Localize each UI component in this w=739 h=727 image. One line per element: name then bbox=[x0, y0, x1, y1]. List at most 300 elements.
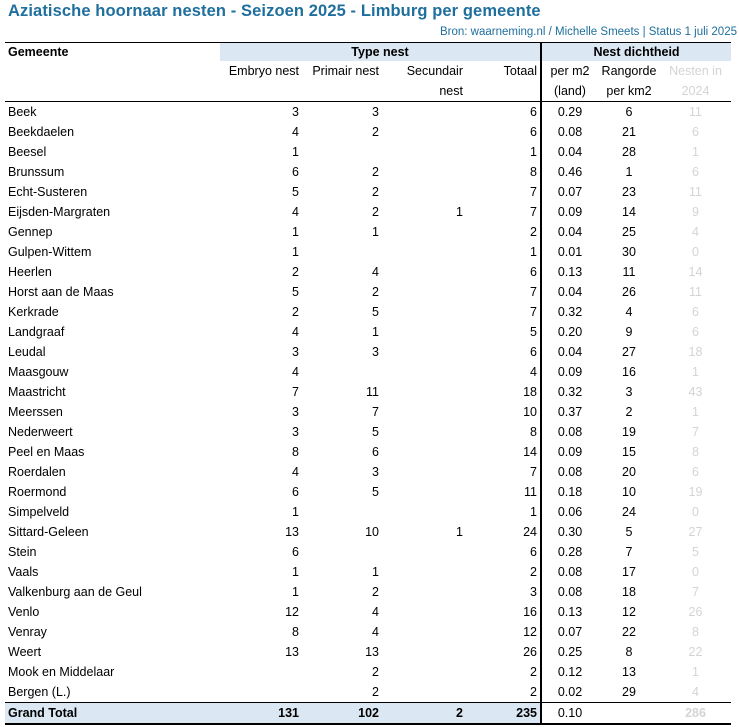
cell-primair: 1 bbox=[372, 325, 379, 339]
cell-nesten-2024: 7 bbox=[692, 425, 699, 439]
cell-embryo: 1 bbox=[292, 585, 299, 599]
cell-rangorde: 4 bbox=[625, 305, 633, 319]
cell-gemeente: Bergen (L.) bbox=[8, 685, 71, 699]
cell-per-m2: 0.07 bbox=[541, 622, 598, 642]
cell-gemeente: Meerssen bbox=[8, 405, 63, 419]
cell-per-m2: 0.02 bbox=[541, 682, 598, 703]
cell-secundair bbox=[382, 482, 466, 502]
cell-rangorde: 1 bbox=[625, 165, 633, 179]
cell-nesten-2024: 4 bbox=[692, 225, 699, 239]
cell-embryo: 4 bbox=[292, 365, 299, 379]
cell-secundair bbox=[382, 622, 466, 642]
table-row bbox=[5, 542, 731, 562]
cell-totaal: 6 bbox=[466, 122, 541, 142]
header-gemeente: Gemeente bbox=[5, 43, 220, 62]
header-secundair-2: nest bbox=[382, 81, 466, 102]
cell-secundair bbox=[382, 282, 466, 302]
cell-embryo: 4 bbox=[292, 125, 299, 139]
cell-rangorde: 10 bbox=[622, 485, 636, 499]
cell-per-m2: 0.01 bbox=[541, 242, 598, 262]
cell-secundair bbox=[382, 182, 466, 202]
cell-per-m2: 0.37 bbox=[541, 402, 598, 422]
cell-totaal: 7 bbox=[466, 462, 541, 482]
cell-totaal: 7 bbox=[466, 282, 541, 302]
cell-primair: 2 bbox=[372, 685, 379, 699]
cell-primair bbox=[302, 542, 382, 562]
cell-embryo: 13 bbox=[285, 645, 299, 659]
cell-gemeente: Stein bbox=[8, 545, 37, 559]
cell-totaal: 16 bbox=[466, 602, 541, 622]
cell-gemeente: Brunssum bbox=[8, 165, 65, 179]
cell-primair: 5 bbox=[372, 485, 379, 499]
header-embryo: Embryo nest bbox=[228, 64, 299, 78]
cell-embryo: 3 bbox=[292, 425, 299, 439]
table-row bbox=[5, 382, 731, 402]
cell-totaal: 1 bbox=[466, 142, 541, 162]
cell-rangorde: 6 bbox=[625, 105, 633, 119]
cell-totaal: 5 bbox=[466, 322, 541, 342]
cell-rangorde: 17 bbox=[622, 565, 636, 579]
cell-secundair bbox=[382, 662, 466, 682]
table-row bbox=[5, 242, 731, 262]
table-row bbox=[5, 122, 731, 142]
cell-rangorde: 13 bbox=[622, 665, 636, 679]
total-rangorde bbox=[598, 703, 660, 725]
cell-primair: 2 bbox=[372, 165, 379, 179]
cell-totaal: 7 bbox=[466, 202, 541, 222]
total-primair: 102 bbox=[302, 703, 382, 725]
cell-primair bbox=[302, 502, 382, 522]
cell-rangorde: 21 bbox=[622, 125, 636, 139]
cell-nesten-2024: 9 bbox=[692, 205, 699, 219]
table-row bbox=[5, 642, 731, 662]
cell-gemeente: Peel en Maas bbox=[8, 445, 85, 459]
cell-secundair: 1 bbox=[456, 205, 463, 219]
cell-embryo: 1 bbox=[292, 225, 299, 239]
header-2024: 2024 bbox=[660, 81, 731, 102]
cell-rangorde: 23 bbox=[622, 185, 636, 199]
cell-secundair bbox=[382, 462, 466, 482]
header-nest-dichtheid: Nest dichtheid bbox=[541, 43, 731, 62]
cell-per-m2: 0.18 bbox=[541, 482, 598, 502]
cell-gemeente: Gennep bbox=[8, 225, 53, 239]
cell-nesten-2024: 1 bbox=[692, 405, 699, 419]
cell-nesten-2024: 6 bbox=[692, 325, 699, 339]
cell-primair bbox=[302, 362, 382, 382]
cell-gemeente: Valkenburg aan de Geul bbox=[8, 585, 142, 599]
cell-secundair bbox=[382, 502, 466, 522]
cell-primair: 1 bbox=[372, 565, 379, 579]
cell-totaal: 12 bbox=[466, 622, 541, 642]
cell-nesten-2024: 26 bbox=[688, 605, 703, 619]
cell-embryo bbox=[220, 662, 302, 682]
cell-gemeente: Beekdaelen bbox=[8, 125, 75, 139]
cell-per-m2: 0.07 bbox=[541, 182, 598, 202]
header-secundair: Secundair bbox=[406, 64, 463, 78]
cell-gemeente: Maastricht bbox=[8, 385, 66, 399]
cell-totaal: 6 bbox=[466, 342, 541, 362]
cell-rangorde: 11 bbox=[622, 265, 636, 279]
cell-rangorde: 27 bbox=[622, 345, 636, 359]
cell-primair: 3 bbox=[372, 465, 379, 479]
cell-primair bbox=[302, 142, 382, 162]
cell-secundair bbox=[382, 602, 466, 622]
cell-primair bbox=[302, 242, 382, 262]
table-row bbox=[5, 602, 731, 622]
cell-rangorde: 29 bbox=[622, 685, 636, 699]
cell-totaal: 3 bbox=[466, 582, 541, 602]
cell-embryo: 4 bbox=[292, 205, 299, 219]
cell-gemeente: Echt-Susteren bbox=[8, 185, 88, 199]
cell-gemeente: Beesel bbox=[8, 145, 47, 159]
cell-nesten-2024: 6 bbox=[692, 305, 699, 319]
cell-per-m2: 0.13 bbox=[541, 602, 598, 622]
table-row bbox=[5, 102, 731, 123]
cell-totaal: 7 bbox=[466, 182, 541, 202]
cell-rangorde: 7 bbox=[625, 545, 633, 559]
table-row bbox=[5, 162, 731, 182]
group-header-row bbox=[5, 43, 731, 62]
cell-per-m2: 0.32 bbox=[541, 302, 598, 322]
cell-primair: 6 bbox=[372, 445, 379, 459]
cell-gemeente: Nederweert bbox=[8, 425, 73, 439]
cell-primair: 5 bbox=[372, 305, 379, 319]
cell-totaal: 2 bbox=[466, 662, 541, 682]
cell-totaal: 6 bbox=[466, 542, 541, 562]
cell-rangorde: 2 bbox=[625, 405, 633, 419]
cell-rangorde: 8 bbox=[625, 645, 633, 659]
cell-nesten-2024: 1 bbox=[692, 365, 699, 379]
cell-secundair bbox=[382, 322, 466, 342]
cell-per-m2: 0.13 bbox=[541, 262, 598, 282]
cell-nesten-2024: 5 bbox=[692, 545, 699, 559]
cell-secundair bbox=[382, 402, 466, 422]
cell-nesten-2024: 11 bbox=[689, 185, 702, 199]
table-row bbox=[5, 282, 731, 302]
cell-rangorde: 25 bbox=[622, 225, 636, 239]
cell-nesten-2024: 0 bbox=[692, 565, 699, 579]
cell-embryo: 3 bbox=[292, 345, 299, 359]
cell-totaal: 2 bbox=[466, 562, 541, 582]
cell-totaal: 11 bbox=[466, 482, 541, 502]
cell-secundair bbox=[382, 362, 466, 382]
cell-totaal: 10 bbox=[466, 402, 541, 422]
cell-embryo: 2 bbox=[292, 305, 299, 319]
cell-per-m2: 0.20 bbox=[541, 322, 598, 342]
cell-nesten-2024: 6 bbox=[692, 125, 699, 139]
cell-per-m2: 0.30 bbox=[541, 522, 598, 542]
cell-embryo: 6 bbox=[292, 485, 299, 499]
cell-totaal: 1 bbox=[466, 502, 541, 522]
cell-per-m2: 0.09 bbox=[541, 202, 598, 222]
cell-per-m2: 0.06 bbox=[541, 502, 598, 522]
cell-nesten-2024: 14 bbox=[688, 265, 703, 279]
table-row bbox=[5, 302, 731, 322]
cell-secundair bbox=[382, 262, 466, 282]
cell-nesten-2024: 0 bbox=[692, 245, 699, 259]
cell-rangorde: 20 bbox=[622, 465, 636, 479]
cell-secundair bbox=[382, 542, 466, 562]
cell-embryo: 8 bbox=[292, 625, 299, 639]
cell-embryo: 4 bbox=[292, 465, 299, 479]
cell-gemeente: Beek bbox=[8, 105, 37, 119]
cell-per-m2: 0.12 bbox=[541, 662, 598, 682]
cell-gemeente: Roermond bbox=[8, 485, 67, 499]
source-note: Bron: waarneming.nl / Michelle Smeets | Status 1 juli 2025 bbox=[439, 26, 737, 38]
cell-per-m2: 0.32 bbox=[541, 382, 598, 402]
table-row bbox=[5, 662, 731, 682]
cell-gemeente: Venray bbox=[8, 625, 47, 639]
cell-totaal: 4 bbox=[466, 362, 541, 382]
cell-embryo: 6 bbox=[292, 165, 299, 179]
total-secundair: 2 bbox=[382, 703, 466, 725]
table-row bbox=[5, 422, 731, 442]
table-row bbox=[5, 682, 731, 703]
cell-secundair bbox=[382, 142, 466, 162]
cell-nesten-2024: 8 bbox=[692, 445, 699, 459]
table-row bbox=[5, 322, 731, 342]
cell-nesten-2024: 18 bbox=[688, 345, 703, 359]
cell-primair: 2 bbox=[372, 285, 379, 299]
cell-gemeente: Landgraaf bbox=[8, 325, 65, 339]
cell-rangorde: 14 bbox=[622, 205, 636, 219]
cell-embryo: 1 bbox=[292, 505, 299, 519]
cell-embryo: 8 bbox=[292, 445, 299, 459]
cell-secundair bbox=[382, 642, 466, 662]
total-embryo: 131 bbox=[220, 703, 302, 725]
table-row bbox=[5, 182, 731, 202]
cell-rangorde: 9 bbox=[625, 325, 633, 339]
cell-gemeente: Roerdalen bbox=[8, 465, 66, 479]
cell-embryo: 1 bbox=[292, 245, 299, 259]
cell-embryo: 13 bbox=[285, 525, 299, 539]
column-header-row-2 bbox=[5, 81, 731, 102]
cell-embryo: 3 bbox=[292, 105, 299, 119]
cell-gemeente: Leudal bbox=[8, 345, 46, 359]
table-row bbox=[5, 502, 731, 522]
cell-secundair bbox=[382, 162, 466, 182]
header-primair: Primair nest bbox=[312, 64, 379, 78]
cell-rangorde: 28 bbox=[622, 145, 636, 159]
table-row bbox=[5, 522, 731, 542]
cell-secundair bbox=[382, 222, 466, 242]
cell-totaal: 6 bbox=[466, 102, 541, 123]
table-row bbox=[5, 342, 731, 362]
cell-embryo: 12 bbox=[285, 605, 299, 619]
cell-gemeente: Venlo bbox=[8, 605, 40, 619]
cell-secundair bbox=[382, 422, 466, 442]
cell-per-m2: 0.08 bbox=[541, 562, 598, 582]
cell-nesten-2024: 22 bbox=[688, 645, 703, 659]
total-nesten-2024: 286 bbox=[660, 703, 731, 725]
header-type-nest: Type nest bbox=[220, 43, 541, 62]
cell-totaal: 14 bbox=[466, 442, 541, 462]
table-row bbox=[5, 462, 731, 482]
cell-totaal: 8 bbox=[466, 162, 541, 182]
cell-rangorde: 15 bbox=[622, 445, 636, 459]
cell-nesten-2024: 4 bbox=[692, 685, 699, 699]
column-header-row-1 bbox=[5, 61, 731, 81]
total-label: Grand Total bbox=[5, 703, 220, 725]
cell-embryo: 5 bbox=[292, 185, 299, 199]
cell-primair: 2 bbox=[372, 185, 379, 199]
cell-totaal: 7 bbox=[466, 302, 541, 322]
cell-nesten-2024: 8 bbox=[692, 625, 699, 639]
cell-primair: 4 bbox=[372, 605, 379, 619]
table-row bbox=[5, 362, 731, 382]
cell-per-m2: 0.25 bbox=[541, 642, 598, 662]
cell-embryo: 4 bbox=[292, 325, 299, 339]
cell-primair: 2 bbox=[372, 125, 379, 139]
cell-per-m2: 0.04 bbox=[541, 222, 598, 242]
cell-primair: 2 bbox=[372, 665, 379, 679]
cell-totaal: 6 bbox=[466, 262, 541, 282]
header-per-m2-land: (land) bbox=[541, 81, 598, 102]
table-body bbox=[5, 102, 731, 703]
cell-primair: 11 bbox=[366, 385, 379, 399]
cell-primair: 3 bbox=[372, 345, 379, 359]
cell-embryo: 6 bbox=[292, 545, 299, 559]
cell-primair: 2 bbox=[372, 585, 379, 599]
cell-nesten-2024: 27 bbox=[688, 525, 703, 539]
cell-secundair: 1 bbox=[456, 525, 463, 539]
cell-secundair bbox=[382, 242, 466, 262]
cell-secundair bbox=[382, 382, 466, 402]
cell-per-m2: 0.29 bbox=[541, 102, 598, 123]
cell-nesten-2024: 6 bbox=[692, 165, 699, 179]
table-row bbox=[5, 222, 731, 242]
grand-total-row bbox=[5, 703, 731, 725]
cell-nesten-2024: 6 bbox=[692, 465, 699, 479]
table-row bbox=[5, 622, 731, 642]
table-row bbox=[5, 442, 731, 462]
cell-rangorde: 3 bbox=[625, 385, 633, 399]
cell-per-m2: 0.46 bbox=[541, 162, 598, 182]
cell-secundair bbox=[382, 682, 466, 703]
cell-totaal: 26 bbox=[466, 642, 541, 662]
cell-nesten-2024: 11 bbox=[689, 285, 702, 299]
cell-per-m2: 0.04 bbox=[541, 282, 598, 302]
header-rangorde: Rangorde bbox=[601, 64, 657, 78]
cell-rangorde: 19 bbox=[622, 425, 636, 439]
cell-gemeente: Simpelveld bbox=[8, 505, 70, 519]
cell-per-m2: 0.09 bbox=[541, 362, 598, 382]
cell-secundair bbox=[382, 102, 466, 123]
cell-totaal: 2 bbox=[466, 222, 541, 242]
cell-rangorde: 5 bbox=[625, 525, 633, 539]
cell-embryo: 5 bbox=[292, 285, 299, 299]
cell-primair: 4 bbox=[372, 265, 379, 279]
cell-per-m2: 0.04 bbox=[541, 142, 598, 162]
cell-rangorde: 22 bbox=[622, 625, 636, 639]
cell-secundair bbox=[382, 342, 466, 362]
header-per-m2: per m2 bbox=[541, 61, 598, 81]
cell-embryo: 7 bbox=[292, 385, 299, 399]
cell-gemeente: Weert bbox=[8, 645, 42, 659]
cell-primair: 3 bbox=[372, 105, 379, 119]
cell-nesten-2024: 19 bbox=[688, 485, 703, 499]
table-row bbox=[5, 262, 731, 282]
cell-gemeente: Mook en Middelaar bbox=[8, 665, 115, 679]
nest-table bbox=[5, 42, 731, 725]
cell-secundair bbox=[382, 302, 466, 322]
cell-totaal: 2 bbox=[466, 682, 541, 703]
cell-per-m2: 0.28 bbox=[541, 542, 598, 562]
cell-nesten-2024: 1 bbox=[692, 665, 699, 679]
cell-secundair bbox=[382, 582, 466, 602]
cell-embryo: 2 bbox=[292, 265, 299, 279]
cell-rangorde: 18 bbox=[622, 585, 636, 599]
table-row bbox=[5, 402, 731, 422]
cell-rangorde: 30 bbox=[622, 245, 636, 259]
header-nesten-2024: Nesten in bbox=[669, 64, 722, 78]
cell-primair: 7 bbox=[372, 405, 379, 419]
table-row bbox=[5, 582, 731, 602]
cell-primair: 13 bbox=[365, 645, 379, 659]
cell-totaal: 24 bbox=[466, 522, 541, 542]
table-row bbox=[5, 202, 731, 222]
cell-nesten-2024: 1 bbox=[692, 145, 699, 159]
cell-gemeente: Maasgouw bbox=[8, 365, 69, 379]
cell-primair: 1 bbox=[372, 225, 379, 239]
cell-gemeente: Vaals bbox=[8, 565, 39, 579]
cell-rangorde: 26 bbox=[622, 285, 636, 299]
cell-totaal: 1 bbox=[466, 242, 541, 262]
total-totaal: 235 bbox=[466, 703, 541, 725]
cell-per-m2: 0.08 bbox=[541, 462, 598, 482]
cell-per-m2: 0.09 bbox=[541, 442, 598, 462]
header-per-km2: per km2 bbox=[598, 81, 660, 102]
cell-embryo: 1 bbox=[292, 145, 299, 159]
cell-embryo: 3 bbox=[292, 405, 299, 419]
table-row bbox=[5, 482, 731, 502]
cell-gemeente: Gulpen-Wittem bbox=[8, 245, 92, 259]
cell-nesten-2024: 11 bbox=[689, 105, 702, 119]
cell-primair: 4 bbox=[372, 625, 379, 639]
cell-totaal: 18 bbox=[466, 382, 541, 402]
cell-gemeente: Eijsden-Margraten bbox=[8, 205, 111, 219]
cell-per-m2: 0.08 bbox=[541, 422, 598, 442]
cell-secundair bbox=[382, 562, 466, 582]
page-title: Aziatische hoornaar nesten - Seizoen 2025 - Limburg per gemeente bbox=[8, 2, 541, 20]
cell-rangorde: 24 bbox=[622, 505, 636, 519]
cell-nesten-2024: 7 bbox=[692, 585, 699, 599]
cell-primair: 10 bbox=[365, 525, 379, 539]
cell-gemeente: Horst aan de Maas bbox=[8, 285, 114, 299]
table-row bbox=[5, 562, 731, 582]
cell-secundair bbox=[382, 122, 466, 142]
cell-gemeente: Kerkrade bbox=[8, 305, 59, 319]
cell-primair: 5 bbox=[372, 425, 379, 439]
header-totaal: Totaal bbox=[466, 61, 541, 81]
cell-per-m2: 0.08 bbox=[541, 122, 598, 142]
cell-gemeente: Sittard-Geleen bbox=[8, 525, 89, 539]
cell-embryo: 1 bbox=[292, 565, 299, 579]
cell-gemeente: Heerlen bbox=[8, 265, 52, 279]
cell-per-m2: 0.04 bbox=[541, 342, 598, 362]
cell-rangorde: 16 bbox=[622, 365, 636, 379]
cell-primair: 2 bbox=[372, 205, 379, 219]
cell-rangorde: 12 bbox=[622, 605, 636, 619]
cell-per-m2: 0.08 bbox=[541, 582, 598, 602]
cell-secundair bbox=[382, 442, 466, 462]
cell-embryo bbox=[220, 682, 302, 703]
cell-totaal: 8 bbox=[466, 422, 541, 442]
cell-nesten-2024: 0 bbox=[692, 505, 699, 519]
table-row bbox=[5, 142, 731, 162]
total-per-m2: 0.10 bbox=[541, 703, 598, 725]
cell-nesten-2024: 43 bbox=[688, 385, 703, 399]
